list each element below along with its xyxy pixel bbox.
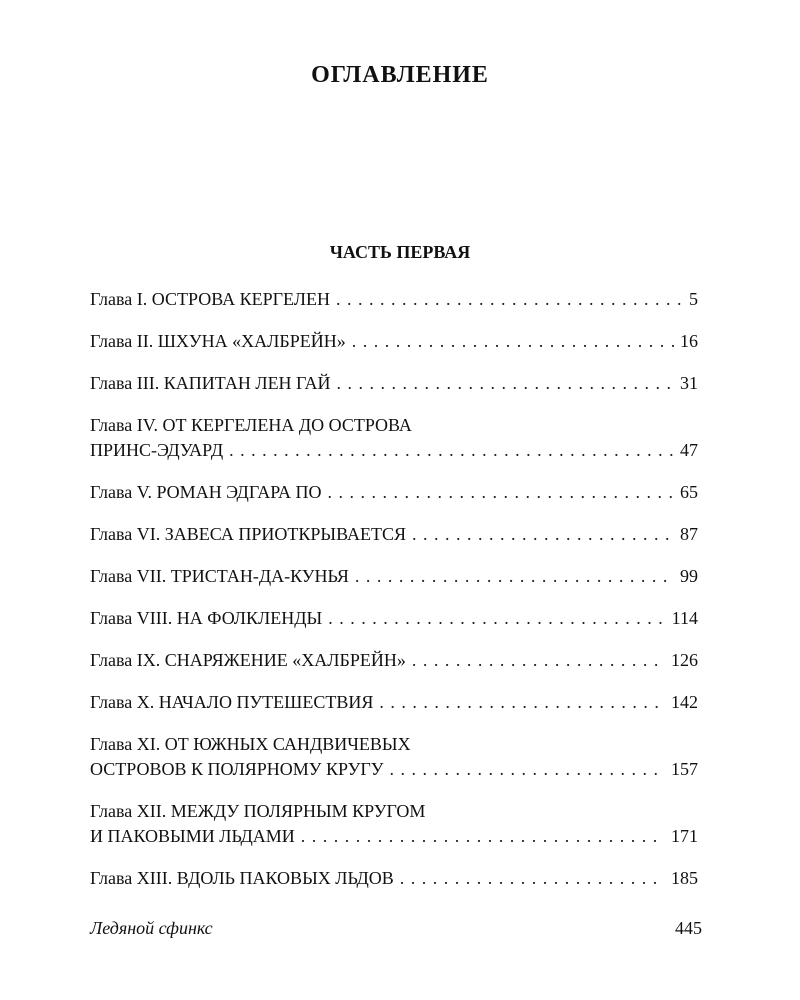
toc-entry (90, 564, 698, 589)
dot-leader (337, 371, 674, 396)
toc-entry-page-number: 142 (671, 692, 698, 712)
dot-leader (328, 480, 675, 505)
dot-leader (328, 606, 665, 631)
dot-leader (336, 287, 683, 312)
toc-entry-title-line: Глава IV. ОТ КЕРГЕЛЕНА ДО ОСТРОВА (90, 415, 412, 435)
toc-entry-row (90, 757, 698, 782)
toc-entry-row (90, 438, 698, 463)
dot-leader (412, 648, 665, 673)
toc-entry-row (90, 824, 698, 849)
toc-entry-row (90, 522, 698, 547)
footer-book-title: Ледяной сфинкс (90, 918, 213, 938)
toc-entry-row (90, 690, 698, 715)
toc-entry-page-number: 5 (689, 289, 698, 309)
toc-entry-title: ОСТРОВОВ К ПОЛЯРНОМУ КРУГУ (90, 759, 384, 779)
toc-entry-title: Глава I. ОСТРОВА КЕРГЕЛЕН (90, 289, 330, 309)
toc-entry (90, 690, 698, 715)
toc-entry (90, 606, 698, 631)
footer-page-number: 445 (675, 918, 702, 938)
toc-entry-title: Глава V. РОМАН ЭДГАРА ПО (90, 482, 322, 502)
page-title: ОГЛАВЛЕНИЕ (311, 62, 489, 88)
toc-entry-title-line: Глава XI. ОТ ЮЖНЫХ САНДВИЧЕВЫХ (90, 734, 411, 754)
toc-entry-title: Глава II. ШХУНА «ХАЛБРЕЙН» (90, 331, 346, 351)
dot-leader (390, 757, 665, 782)
toc-entry-title: Глава VI. ЗАВЕСА ПРИОТКРЫВАЕТСЯ (90, 524, 406, 544)
dot-leader (352, 329, 674, 354)
toc-entry-page-number: 126 (671, 650, 698, 670)
toc-entry-title: Глава VIII. НА ФОЛКЛЕНДЫ (90, 608, 323, 628)
toc-entry-page-number: 99 (680, 566, 698, 586)
toc-entry (90, 732, 698, 782)
toc-entry-row (90, 329, 698, 354)
toc-entry-row (90, 648, 698, 673)
table-of-contents (90, 287, 698, 908)
toc-entry-row (90, 480, 698, 505)
toc-entry-title: Глава III. КАПИТАН ЛЕН ГАЙ (90, 373, 331, 393)
toc-entry-page-number: 47 (680, 440, 698, 460)
toc-entry (90, 480, 698, 505)
toc-entry (90, 371, 698, 396)
dot-leader (355, 564, 674, 589)
toc-entry-title: И ПАКОВЫМИ ЛЬДАМИ (90, 826, 295, 846)
toc-entry (90, 329, 698, 354)
toc-entry-page-number: 185 (671, 868, 698, 888)
dot-leader (229, 438, 674, 463)
toc-entry (90, 413, 698, 463)
dot-leader (301, 824, 665, 849)
toc-entry-row (90, 564, 698, 589)
toc-entry-page-number: 31 (680, 373, 698, 393)
toc-entry-page-number: 157 (671, 759, 698, 779)
toc-entry-page-number: 114 (671, 608, 698, 628)
toc-entry (90, 866, 698, 891)
toc-entry-title: Глава X. НАЧАЛО ПУТЕШЕСТВИЯ (90, 692, 374, 712)
toc-entry-title: Глава VII. ТРИСТАН-ДА-КУНЬЯ (90, 566, 349, 586)
toc-entry-page-number: 65 (680, 482, 698, 502)
dot-leader (379, 690, 665, 715)
toc-entry (90, 522, 698, 547)
toc-entry-row (90, 606, 698, 631)
toc-entry-title: Глава XIII. ВДОЛЬ ПАКОВЫХ ЛЬДОВ (90, 868, 394, 888)
part-heading: ЧАСТЬ ПЕРВАЯ (329, 242, 471, 262)
toc-entry (90, 287, 698, 312)
toc-entry-title-line: Глава XII. МЕЖДУ ПОЛЯРНЫМ КРУГОМ (90, 801, 426, 821)
toc-entry-page-number: 171 (671, 826, 698, 846)
toc-entry-title: ПРИНС-ЭДУАРД (90, 440, 224, 460)
dot-leader (400, 866, 665, 891)
dot-leader (412, 522, 674, 547)
toc-entry (90, 648, 698, 673)
toc-entry-row (90, 371, 698, 396)
toc-entry-page-number: 16 (680, 331, 698, 351)
toc-entry-row (90, 866, 698, 891)
toc-entry-row (90, 287, 698, 312)
toc-entry (90, 799, 698, 849)
toc-entry-title: Глава IX. СНАРЯЖЕНИЕ «ХАЛБРЕЙН» (90, 650, 406, 670)
toc-entry-page-number: 87 (680, 524, 698, 544)
